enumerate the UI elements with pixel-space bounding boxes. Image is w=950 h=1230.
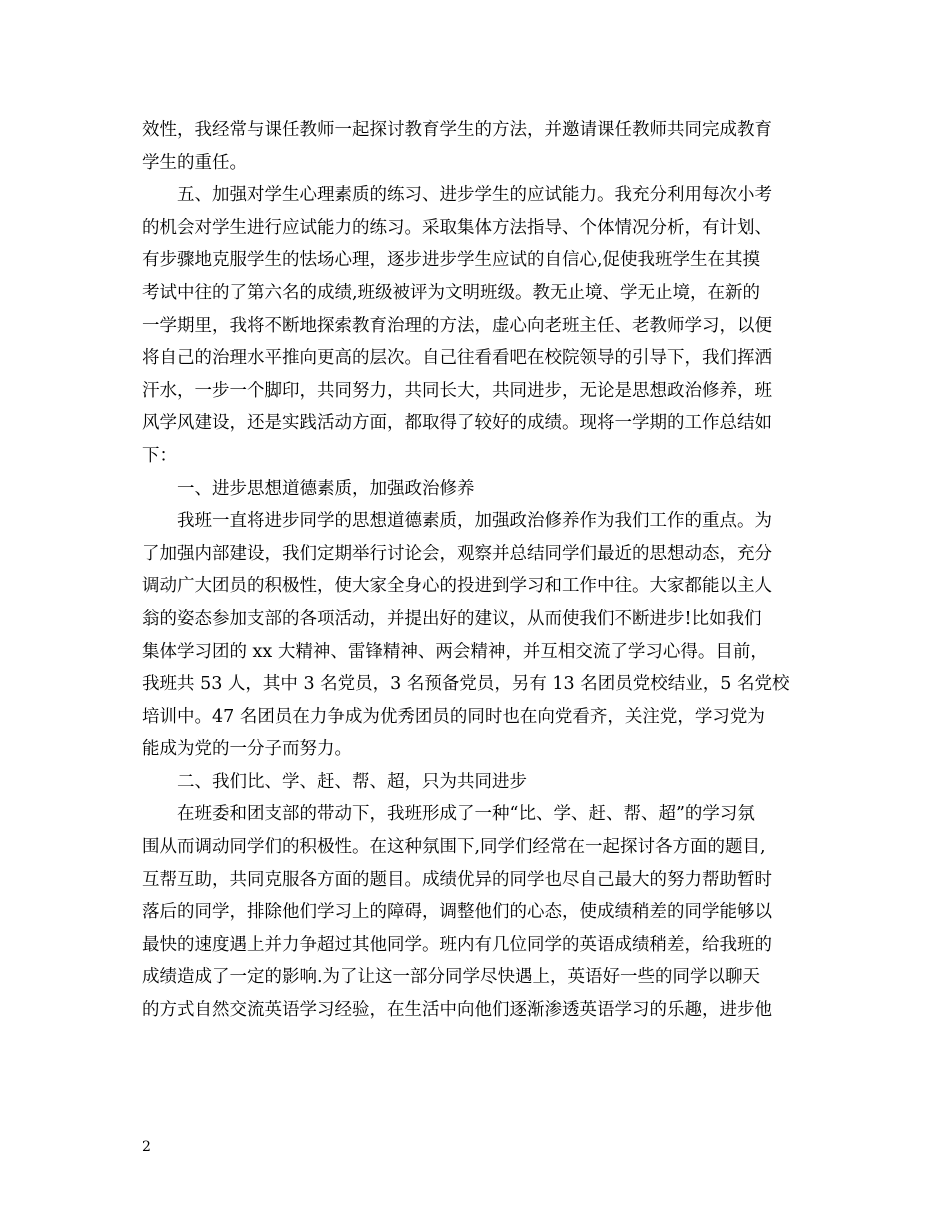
text-line: 成绩造成了一定的影响.为了让这一部分同学尽快遇上，英语好一些的同学以聊天 <box>142 967 761 988</box>
text-line: 落后的同学，排除他们学习上的障碍，调整他们的心态，使成绩稍差的同学能够以 <box>142 902 772 923</box>
text-line: 翁的姿态参加支部的各项活动，并提出好的建议，从而使我们不断进步!比如我们 <box>142 608 762 629</box>
text-line: 围从而调动同学们的积极性。在这种氛围下,同学们经常在一起探讨各方面的题目, <box>142 837 766 858</box>
text-line: 我班一直将进步同学的思想道德素质，加强政治修养作为我们工作的重点。为 <box>177 511 772 532</box>
text-line: 互帮互助，共同克服各方面的题目。成绩优异的同学也尽自己最大的努力帮助暂时 <box>142 869 772 890</box>
text-line: 有步骤地克服学生的怯场心理，逐步进步学生应试的自信心,促使我班学生在其摸 <box>142 250 761 271</box>
text-line: 下： <box>142 445 177 466</box>
text-line: 效性，我经常与课任教师一起探讨教育学生的方法，并邀请课任教师共同完成教育 <box>142 120 772 140</box>
text-line: 的机会对学生进行应试能力的练习。采取集体方法指导、个体情况分析，有计划、 <box>142 217 772 238</box>
text-line: 了加强内部建设，我们定期举行讨论会，观察并总结同学们最近的思想动态，充分 <box>142 543 772 564</box>
text-line: 将自己的治理水平推向更高的层次。自己往看看吧在校院领导的引导下，我们挥洒 <box>142 348 772 369</box>
text-line: 考试中往的了第六名的成绩,班级被评为文明班级。教无止境、学无止境，在新的 <box>142 282 761 303</box>
text-line: 调动广大团员的积极性，使大家全身心的投进到学习和工作中往。大家都能以主人 <box>142 576 772 597</box>
text-line: 我班共 53 人，其中 3 名党员，3 名预备党员，另有 13 名团员党校结业，5 名党校 <box>142 674 790 695</box>
document-body <box>142 114 810 1027</box>
text-line: 集体学习团的 xx 大精神、雷锋精神、两会精神，并互相交流了学习心得。目前， <box>142 641 768 662</box>
text-line: 能成为党的一分子而努力。 <box>142 739 352 760</box>
text-line: 五、加强对学生心理素质的练习、进步学生的应试能力。我充分利用每次小考 <box>177 185 772 206</box>
text-line: 一、进步思想道德素质，加强政治修养 <box>177 478 475 499</box>
text-line: 最快的速度遇上并力争超过其他同学。班内有几位同学的英语成绩稍差，给我班的 <box>142 934 772 955</box>
page-number: 2 <box>142 1139 151 1155</box>
text-line: 培训中。47 名团员在力争成为优秀团员的同时也在向党看齐，关注党，学习党为 <box>142 706 765 727</box>
text-line: 汗水，一步一个脚印，共同努力，共同长大，共同进步，无论是思想政治修养，班 <box>142 380 772 401</box>
text-line: 学生的重任。 <box>142 152 247 173</box>
text-line: 一学期里，我将不断地探索教育治理的方法，虚心向老班主任、老教师学习，以便 <box>142 315 772 336</box>
text-line: 的方式自然交流英语学习经验，在生活中向他们逐渐渗透英语学习的乐趣，进步他 <box>142 1000 772 1021</box>
text-line: 二、我们比、学、赶、帮、超，只为共同进步 <box>177 771 527 792</box>
text-line: 风学风建设，还是实践活动方面，都取得了较好的成绩。现将一学期的工作总结如 <box>142 413 772 434</box>
text-line: 在班委和团支部的带动下，我班形成了一种“比、学、赶、帮、超”的学习氛 <box>177 804 755 825</box>
